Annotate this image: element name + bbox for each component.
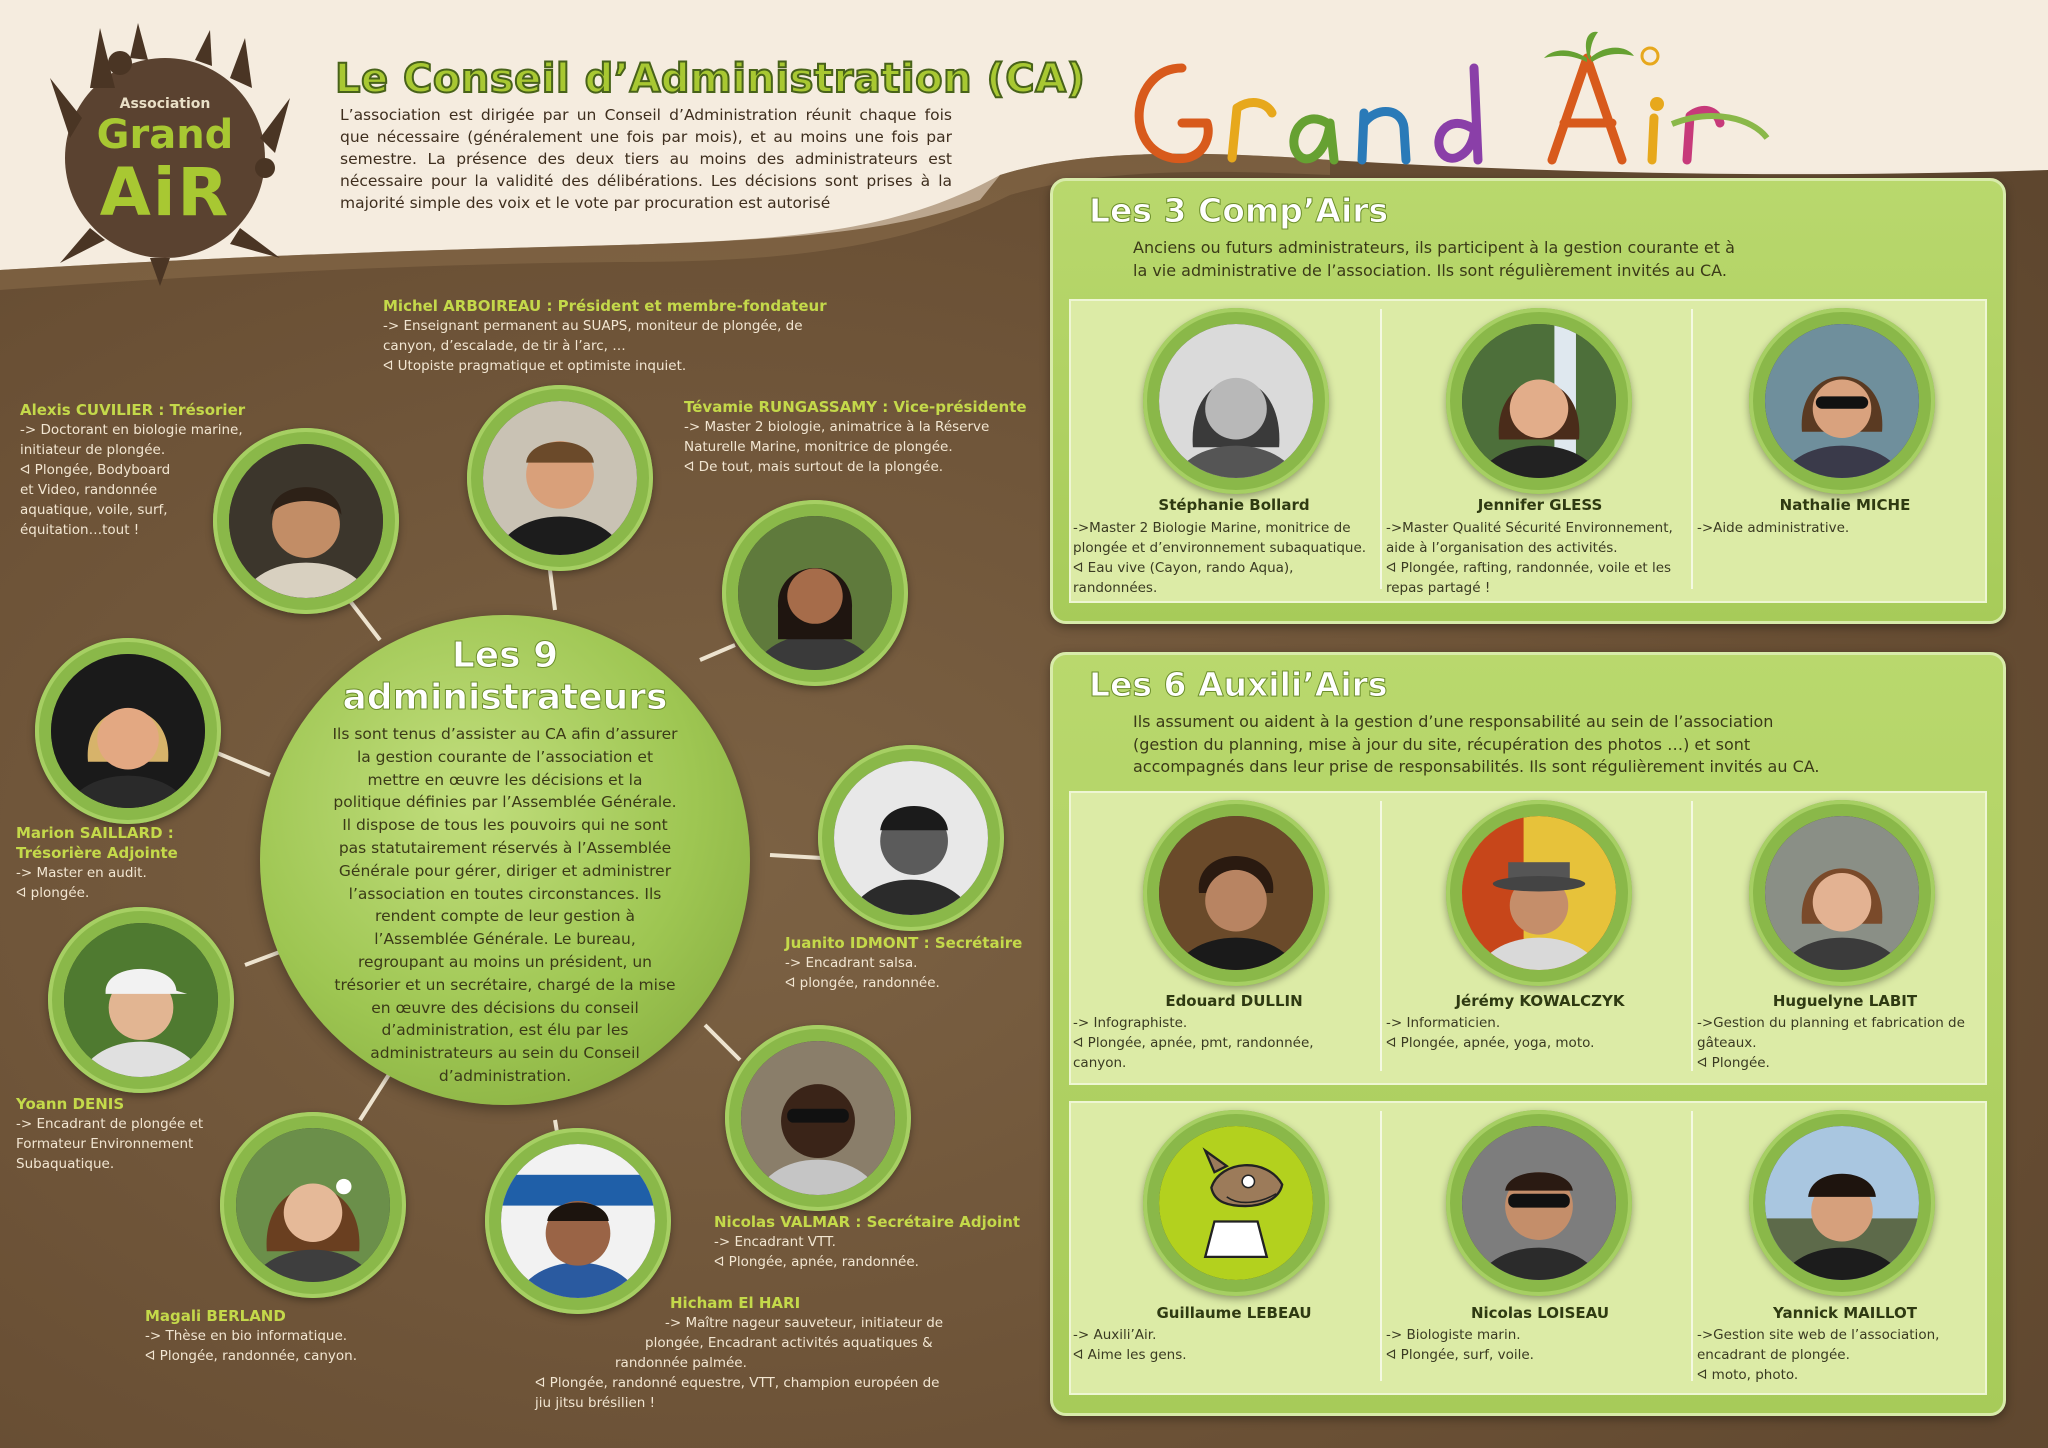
logo-line3: AiR: [99, 154, 231, 231]
member-yoann: Yoann DENIS -> Encadrant de plongée et Formateur Environnement Subaquatique.: [16, 1095, 204, 1172]
brand-logotype: [1112, 28, 1772, 188]
aux-guillaume-lines: -> Auxili’Air. ᐊ Aime les gens.: [1073, 1327, 1187, 1363]
compairs-description: Anciens ou futurs administrateurs, ils participent à la gestion courante et à la vie administrative de l’association. Ils sont régulièrement invités au CA.: [1133, 238, 1735, 280]
admins-title: Les 9 administrateurs: [342, 635, 668, 718]
aux-jeremy-lines: -> Informaticien. ᐊ Plongée, apnée, yoga, moto.: [1386, 1015, 1595, 1051]
aux-name-edouard: Edouard DULLIN: [1165, 992, 1303, 1010]
member-magali: Magali BERLAND -> Thèse en bio informatique. ᐊ Plongée, randonnée, canyon.: [145, 1307, 358, 1364]
compair-jennifer-lines: ->Master Qualité Sécurité Environnement, aide à l’organisation des activités. ᐊ Plongée, rafting, randonnée, voile et les repas partagé !: [1386, 520, 1673, 596]
aux-edouard-lines: -> Infographiste. ᐊ Plongée, apnée, pmt, randonnée, canyon.: [1073, 1015, 1314, 1071]
photo-yannick: [1749, 1110, 1935, 1296]
photo-huguelyne: [1749, 800, 1935, 986]
logo-line1: Association: [119, 96, 211, 112]
compair-name-stephanie: Stéphanie Bollard: [1158, 496, 1310, 514]
photo-nathalie: [1749, 308, 1935, 494]
member-tevamie: Tévamie RUNGASSAMY : Vice-présidente -> Master 2 biologie, animatrice à la Réserve Naturelle Marine, monitrice de plongée. ᐊ De tout, mais surtout de la plongée.: [684, 398, 1027, 475]
logo-line2: Grand: [96, 112, 234, 158]
ca-description: L’association est dirigée par un Conseil d’Administration réunit chaque fois que nécessaire (généralement une fois par mois), et au moins une fois par semestre. La présence des deux tiers au moins des administrateurs est nécessaire pour la validité des délibérations. Les décisions sont prises à la majorité simple des voix et le vote par procuration est autorisé: [340, 106, 952, 212]
aux-huguelyne-lines: ->Gestion du planning et fabrication de gâteaux. ᐊ Plongée.: [1697, 1015, 1965, 1071]
aux-name-huguelyne: Huguelyne LABIT: [1772, 992, 1918, 1010]
compair-name-nathalie: Nathalie MICHE: [1779, 496, 1911, 514]
photo-edouard: [1143, 800, 1329, 986]
auxiliairs-title: Les 6 Auxili’Airs: [1089, 665, 1388, 704]
photo-guillaume-cartoon: [1143, 1110, 1329, 1296]
compair-nathalie-lines: ->Aide administrative.: [1697, 520, 1850, 536]
photo-tevamie: [722, 500, 908, 686]
compairs-title: Les 3 Comp’Airs: [1089, 191, 1389, 230]
member-nicolas-valmar: Nicolas VALMAR : Secrétaire Adjoint -> Encadrant VTT. ᐊ Plongée, apnée, randonnée.: [714, 1213, 1021, 1270]
photo-juanito: [818, 745, 1004, 931]
photo-nicolas-valmar: [725, 1025, 911, 1211]
member-hicham: Hicham El HARI -> Maître nageur sauveteur, initiateur de plongée, Encadrant activités aquatiques & randonnée palmée. ᐊ Plongée, randonné equestre, VTT, champion européen de jiu jitsu brésilien !: [535, 1294, 944, 1411]
aux-name-jeremy: Jérémy KOWALCZYK: [1455, 992, 1625, 1010]
aux-yannick-lines: ->Gestion site web de l’association, encadrant de plongée. ᐊ moto, photo.: [1697, 1327, 1940, 1383]
admins-description: Ils sont tenus d’assister au CA afin d’assurer la gestion courante de l’association et mettre en œuvre les décisions et la politique définies par l’Assemblée Générale. Il dispose de tous les pouvoirs qui ne sont pas statutairement réservés à l’Assemblée Générale pour gérer, diriger et administrer l’association en toutes circonstances. Ils rendent compte de leur gestion à l’Assemblée Générale. Le bureau, regroupant au moins un président, un trésorier et un secrétaire, chargé de la mise en œuvre des décisions du conseil d’administration, est élu par les administrateurs au sein du Conseil d’administration.: [332, 725, 678, 1085]
aux-name-nicolas-loiseau: Nicolas LOISEAU: [1470, 1304, 1610, 1322]
photo-nicolas-loiseau: [1446, 1110, 1632, 1296]
ca-title: Le Conseil d’Administration (CA): [335, 56, 1086, 102]
auxiliairs-description: Ils assument ou aident à la gestion d’une responsabilité au sein de l’association (gestion du planning, mise à jour du site, récupération des photos …) et sont accompagnés dans leur prise de responsabilités. Ils sont régulièrement invités au CA.: [1133, 712, 1820, 776]
aux-name-yannick: Yannick MAILLOT: [1773, 1304, 1917, 1322]
photo-jennifer: [1446, 308, 1632, 494]
member-juanito: Juanito IDMONT : Secrétaire -> Encadrant salsa. ᐊ plongée, randonnée.: [785, 934, 1023, 991]
compair-stephanie-lines: ->Master 2 Biologie Marine, monitrice de plongée et d’environnement subaquatique. ᐊ Eau vive (Cayon, rando Aqua), randonnées.: [1073, 520, 1367, 596]
photo-michel: [467, 385, 653, 571]
aux-name-guillaume: Guillaume LEBEAU: [1156, 1304, 1312, 1322]
member-marion: Marion SAILLARD : Trésorière Adjointe -> Master en audit. ᐊ plongée.: [16, 824, 178, 901]
aux-nicolas-lines: -> Biologiste marin. ᐊ Plongée, surf, voile.: [1386, 1327, 1534, 1363]
photo-yoann: [48, 907, 234, 1093]
photo-stephanie: [1143, 308, 1329, 494]
photo-jeremy: [1446, 800, 1632, 986]
member-alexis: Alexis CUVILIER : Trésorier -> Doctorant en biologie marine, initiateur de plongée. ᐊ Plongée, Bodyboard et Video, randonnée aquatique, voile, surf, équitation…tout !: [20, 401, 246, 538]
photo-hicham: [485, 1128, 671, 1314]
admins-circle: [260, 615, 750, 1105]
photo-marion: [35, 638, 221, 824]
compair-name-jennifer: Jennifer GLESS: [1477, 496, 1603, 514]
member-michel: Michel ARBOIREAU : Président et membre-fondateur -> Enseignant permanent au SUAPS, moniteur de plongée, de canyon, d’escalade, de tir à l’arc, … ᐊ Utopiste pragmatique et optimiste inquiet.: [383, 297, 827, 374]
